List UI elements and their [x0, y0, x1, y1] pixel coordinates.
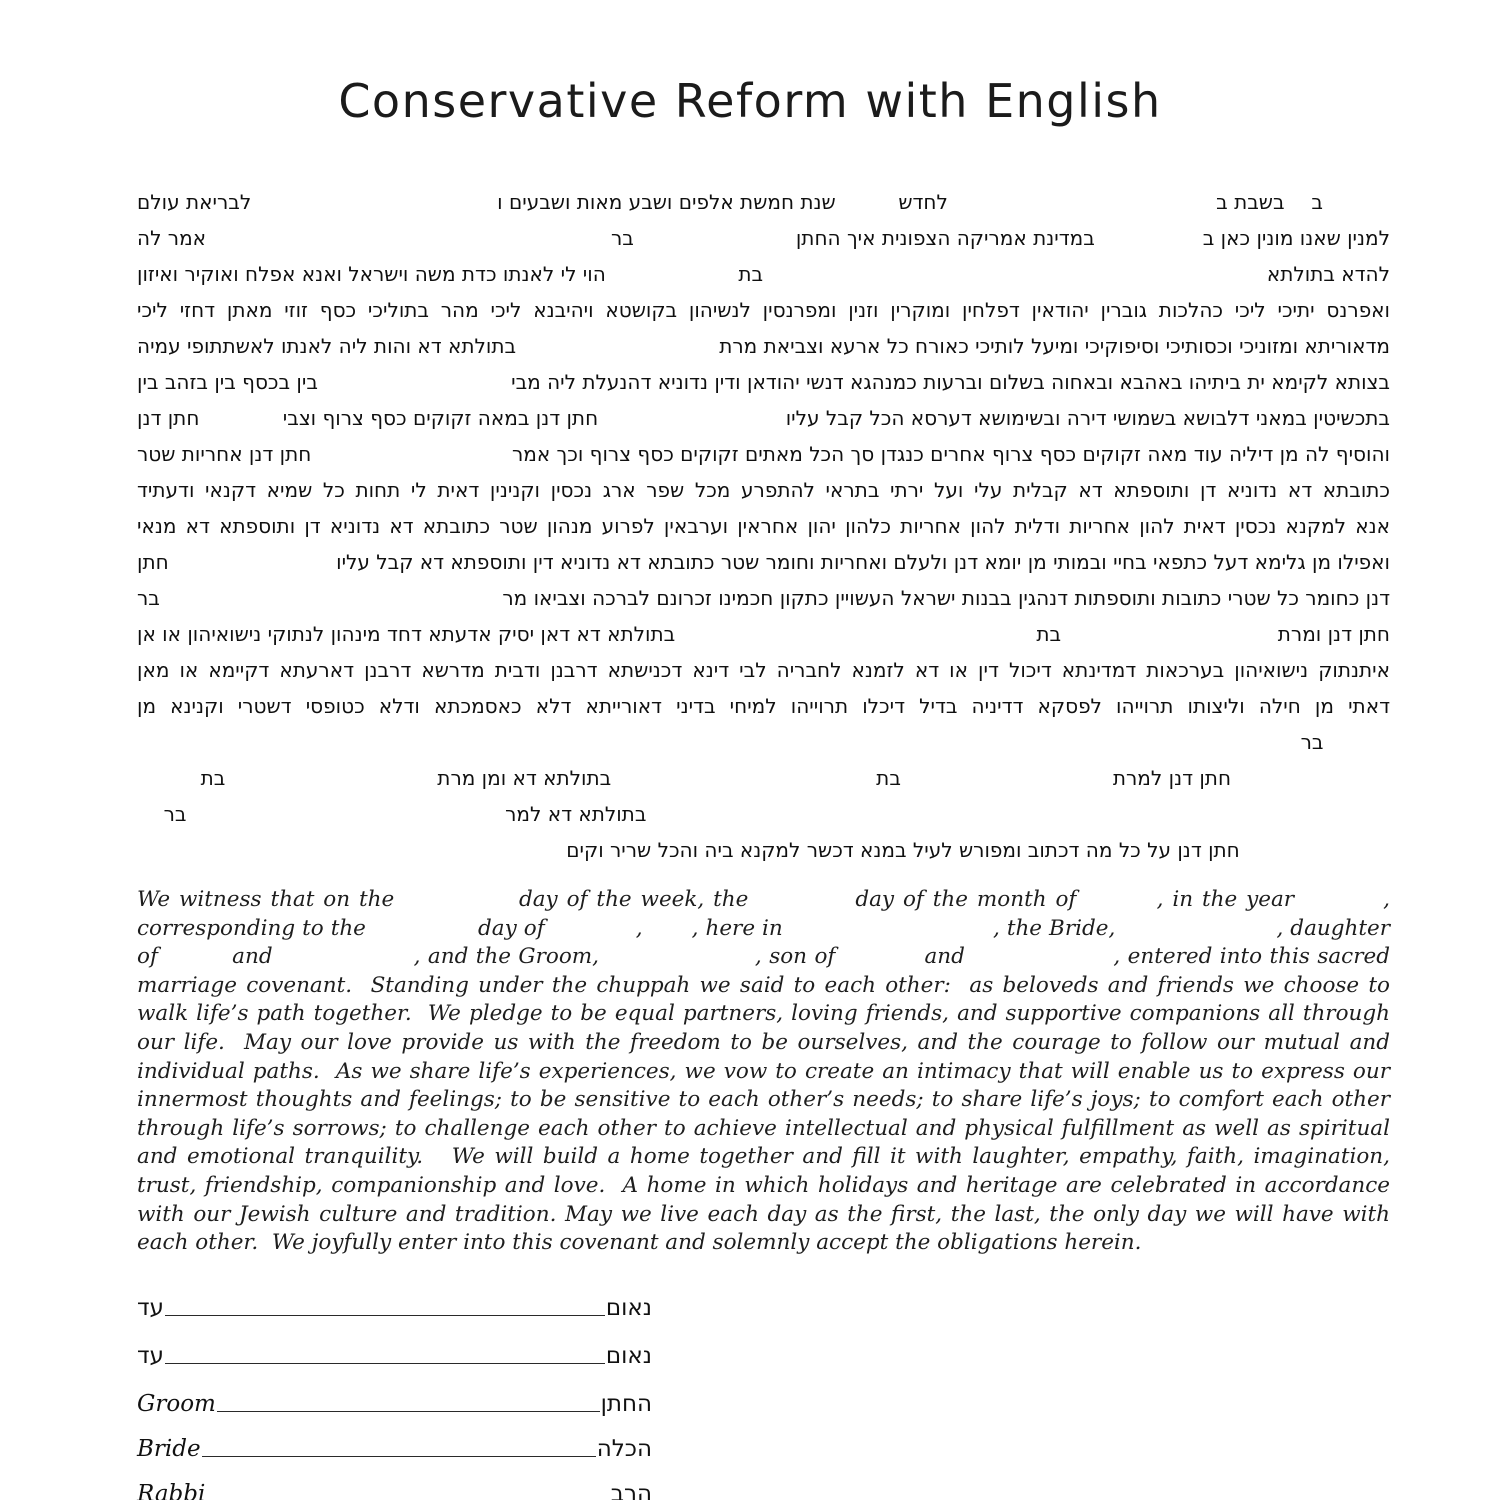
hebrew-text-segment: בת — [200, 766, 226, 790]
hebrew-text-segment: בר — [1300, 730, 1324, 754]
hebrew-line — [137, 184, 1390, 220]
groom-signature-line — [217, 1411, 600, 1412]
fill-in-blank-space — [646, 820, 1390, 821]
hebrew-text-segment: חתן דנן על כל מה דכתוב ומפורש לעיל במנא דכשר למקנא ביה והכל שריר וקים — [566, 838, 1240, 862]
fill-in-blank-space — [206, 244, 611, 245]
hebrew-text-segment: בר — [137, 586, 160, 610]
page-title: Conservative Reform with English — [338, 74, 1162, 128]
fill-in-blank-space — [598, 424, 786, 425]
hebrew-text-segment: בת — [876, 766, 901, 790]
rabbi-hebrew-label: הרב — [610, 1480, 652, 1500]
bride-hebrew-label: הכלה — [596, 1435, 652, 1462]
hebrew-line — [137, 760, 1390, 796]
hebrew-text-segment: לבריאת עולם — [137, 190, 252, 214]
fill-in-blank-space — [516, 352, 719, 353]
hebrew-text-segment: חתן דנן — [137, 406, 200, 430]
hebrew-text-segment: בשבת ב — [1216, 190, 1285, 214]
hebrew-text-segment: דנן כחומר כל שטרי כתובות ותוספתות דנהגין בבנות ישראל העשויין כתקון חכמינו זכרונם לברכה וצביאו מר — [502, 586, 1390, 610]
fill-in-blank-space — [836, 208, 899, 209]
hebrew-line — [137, 544, 1390, 580]
groom-left-label: Groom — [137, 1390, 216, 1417]
hebrew-aramaic-text-block — [137, 184, 1390, 868]
hebrew-line: אנא למקנא נכסין דאית להון אחריות ודלית להון אחריות כלהון יהון אחראין וערבאין לפרוע מנהון שטר כתובתא דא נדוניא דן ותוספתא דא מנאי — [137, 514, 1390, 538]
hebrew-text-segment: במדינת אמריקה הצפונית איך החתן — [795, 226, 1095, 250]
hebrew-line — [137, 616, 1390, 652]
hebrew-text-segment: אמר לה — [137, 226, 207, 250]
fill-in-blank-space — [901, 784, 1113, 785]
hebrew-text-segment: בתולתא דא והות ליה לאנתו לאשתתופי עמיה — [137, 334, 517, 358]
hebrew-text-segment: בת — [1036, 622, 1062, 646]
fill-in-blank-space — [137, 784, 201, 785]
fill-in-blank-space — [763, 280, 1267, 281]
fill-in-blank-space — [225, 784, 437, 785]
hebrew-text-segment: למנין שאנו מונין כאן ב — [1202, 226, 1390, 250]
fill-in-blank-space — [137, 748, 1301, 749]
hebrew-text-segment: חתן דנן אחריות שטר — [137, 442, 312, 466]
hebrew-text-segment: בצותא לקימא ית ביתיהו באהבא ובאחוה בשלום וברעות כמנהגא דנשי יהודאן ודין נדוניא דהנעלת ליה מבי — [511, 370, 1390, 394]
fill-in-blank-space — [634, 244, 796, 245]
witness-2-signature-line — [165, 1363, 605, 1364]
witness-2-hebrew-label: נאום — [605, 1342, 652, 1369]
hebrew-text-segment: בתולתא דא דאן יסיק אדעתא דחד מינהון לנתוקי נישואיהון או אן — [137, 622, 676, 646]
signature-row-groom — [137, 1384, 652, 1416]
fill-in-blank-space — [251, 208, 497, 209]
hebrew-line — [137, 364, 1390, 400]
hebrew-line: ואפרנס יתיכי ליכי כהלכות גוברין יהודאין דפלחין ומוקרין וזנין ומפרנסין לנשיהון בקושטא ויהיבנא ליכי מהר בתוליכי כסף זוזי מאתן דחזי ליכי — [137, 298, 1390, 322]
bride-signature-line — [202, 1456, 596, 1457]
hebrew-line — [137, 832, 1390, 868]
signature-row-witness-2 — [137, 1336, 652, 1368]
hebrew-line — [137, 400, 1390, 436]
hebrew-line: דאתי מן חילה וליצותו תרוייהו לפסקא דדיניה בדיל דיכלו תרוייהו למיחי בדיני דאורייתא דלא כאסמכתא ודלא כטופסי דשטרי וקנינא מן — [137, 694, 1390, 718]
hebrew-text-segment: בר — [611, 226, 634, 250]
hebrew-text-segment: מדאוריתא ומזוניכי וכסותיכי וסיפוקיכי ומיעל לותיכי כאורח כל ארעא וצביאת מרת — [719, 334, 1390, 358]
fill-in-blank-space — [948, 208, 1216, 209]
hebrew-text-segment: הוי לי לאנתו כדת משה וישראל ואנא אפלח ואוקיר ואיזון — [137, 262, 606, 286]
hebrew-line — [137, 724, 1390, 760]
fill-in-blank-space — [675, 640, 1036, 641]
groom-hebrew-label: החתן — [600, 1390, 652, 1417]
fill-in-blank-space — [311, 460, 512, 461]
hebrew-text-segment: בתכשיטין במאני דלבושא בשמושי דירה ובשימושא דערסא הכל קבל עליו — [785, 406, 1390, 430]
hebrew-text-segment: חתן דנן ומרת — [1277, 622, 1390, 646]
signature-row-bride — [137, 1429, 652, 1461]
hebrew-text-segment: בר — [163, 802, 187, 826]
hebrew-line: איתנתוק נישואיהון בערכאות דמדינתא דיכול דין או דא לזמנא לחבריה לבי דינא דכנישתא דרבנן ודבית מדרשא דרבנן דארעתא דקיימא או מאן — [137, 658, 1390, 682]
hebrew-text-segment: והוסיף לה מן דיליה עוד מאה זקוקים כסף צרוף אחרים כנגדן סך הכל מאתים זקוקים כסף צרוף וכך אמר — [511, 442, 1390, 466]
fill-in-blank-space — [137, 820, 164, 821]
fill-in-blank-space — [1095, 244, 1203, 245]
fill-in-blank-space — [1231, 784, 1390, 785]
hebrew-text-segment: שנת חמשת אלפים ושבע מאות ושבעים ו — [497, 190, 836, 214]
hebrew-text-segment: ב — [1311, 190, 1323, 214]
fill-in-blank-space — [1061, 640, 1278, 641]
hebrew-text-segment: חתן — [137, 550, 169, 574]
witness-1-left-label: עד — [137, 1294, 164, 1321]
fill-in-blank-space — [1240, 856, 1390, 857]
fill-in-blank-space — [1323, 208, 1390, 209]
hebrew-text-segment: חתן דנן למרת — [1112, 766, 1232, 790]
hebrew-line — [137, 328, 1390, 364]
hebrew-text-segment: בין בכסף בין בזהב בין — [137, 370, 318, 394]
hebrew-line — [137, 580, 1390, 616]
signature-row-rabbi — [137, 1474, 652, 1500]
signature-row-witness-1 — [137, 1288, 652, 1320]
hebrew-line — [137, 436, 1390, 472]
hebrew-text-segment: בתולתא דא ומן מרת — [437, 766, 612, 790]
hebrew-line — [137, 796, 1390, 832]
hebrew-line: כתובתא דא נדוניא דן ותוספתא דא קבלית עלי ועל ירתי בתראי להתפרע מכל שפר ארג נכסין וקנינין דאית לי תחות כל שמיא דקנאי ודעתיד — [137, 478, 1390, 502]
fill-in-blank-space — [199, 424, 282, 425]
hebrew-text-segment: בת — [738, 262, 764, 286]
fill-in-blank-space — [606, 280, 739, 281]
witness-1-hebrew-label: נאום — [605, 1294, 652, 1321]
hebrew-line — [137, 220, 1390, 256]
bride-left-label: Bride — [137, 1435, 201, 1462]
rabbi-left-label: Rabbi — [137, 1480, 206, 1500]
fill-in-blank-space — [1324, 748, 1391, 749]
hebrew-text-segment: ואפילו מן גלימא דעל כתפאי בחיי ובמותי מן יומא דנן ולעלם ואחריות וחומר שטר כתובתא דא נדוניא דין ותוספתא דא קבל עליו — [336, 550, 1390, 574]
witness-2-left-label: עד — [137, 1342, 164, 1369]
fill-in-blank-space — [186, 820, 505, 821]
fill-in-blank-space — [318, 388, 511, 389]
hebrew-line — [137, 256, 1390, 292]
hebrew-text-segment: לחדש — [898, 190, 948, 214]
fill-in-blank-space — [1285, 208, 1312, 209]
fill-in-blank-space — [160, 604, 502, 605]
hebrew-text-segment: להדא בתולתא — [1266, 262, 1390, 286]
english-covenant-paragraph: We witness that on the day of the week, the day of the month of , in the year , corresponding to the day of , , here in , the Bride, , daughter of and , and the Groom, , son of and , entered into this sacred marriage covenant. Standing under the chuppah we said to each other: as beloveds and friends we choose to walk life’s path together. We pledge to be equal partners, loving friends, and supportive companions all through our life. May our love provide us with the freedom to be ourselves, and the courage to follow our mutual and individual paths. As we share life’s experiences, we vow to create an intimacy that will enable us to express our innermost thoughts and feelings; to be sensitive to each other’s needs; to share life’s joys; to comfort each other through life’s sorrows; to challenge each other to achieve intellectual and physical fulfillment as well as spiritual and emotional tranquility. We will build a home together and fill it with laughter, empathy, faith, imagination, trust, friendship, companionship and love. A home in which holidays and heritage are celebrated in accordance with our Jewish culture and tradition. May we live each day as the first, the last, the only day we will have with each other. We joyfully enter into this covenant and solemnly accept the obligations herein. — [137, 887, 1397, 1256]
fill-in-blank-space — [137, 856, 566, 857]
fill-in-blank-space — [169, 568, 336, 569]
witness-1-signature-line — [165, 1315, 605, 1316]
fill-in-blank-space — [611, 784, 876, 785]
signature-block — [137, 1288, 652, 1500]
hebrew-text-segment: חתן דנן במאה זקוקים כסף צרוף וצבי — [282, 406, 599, 430]
hebrew-text-segment: בתולתא דא למר — [505, 802, 647, 826]
